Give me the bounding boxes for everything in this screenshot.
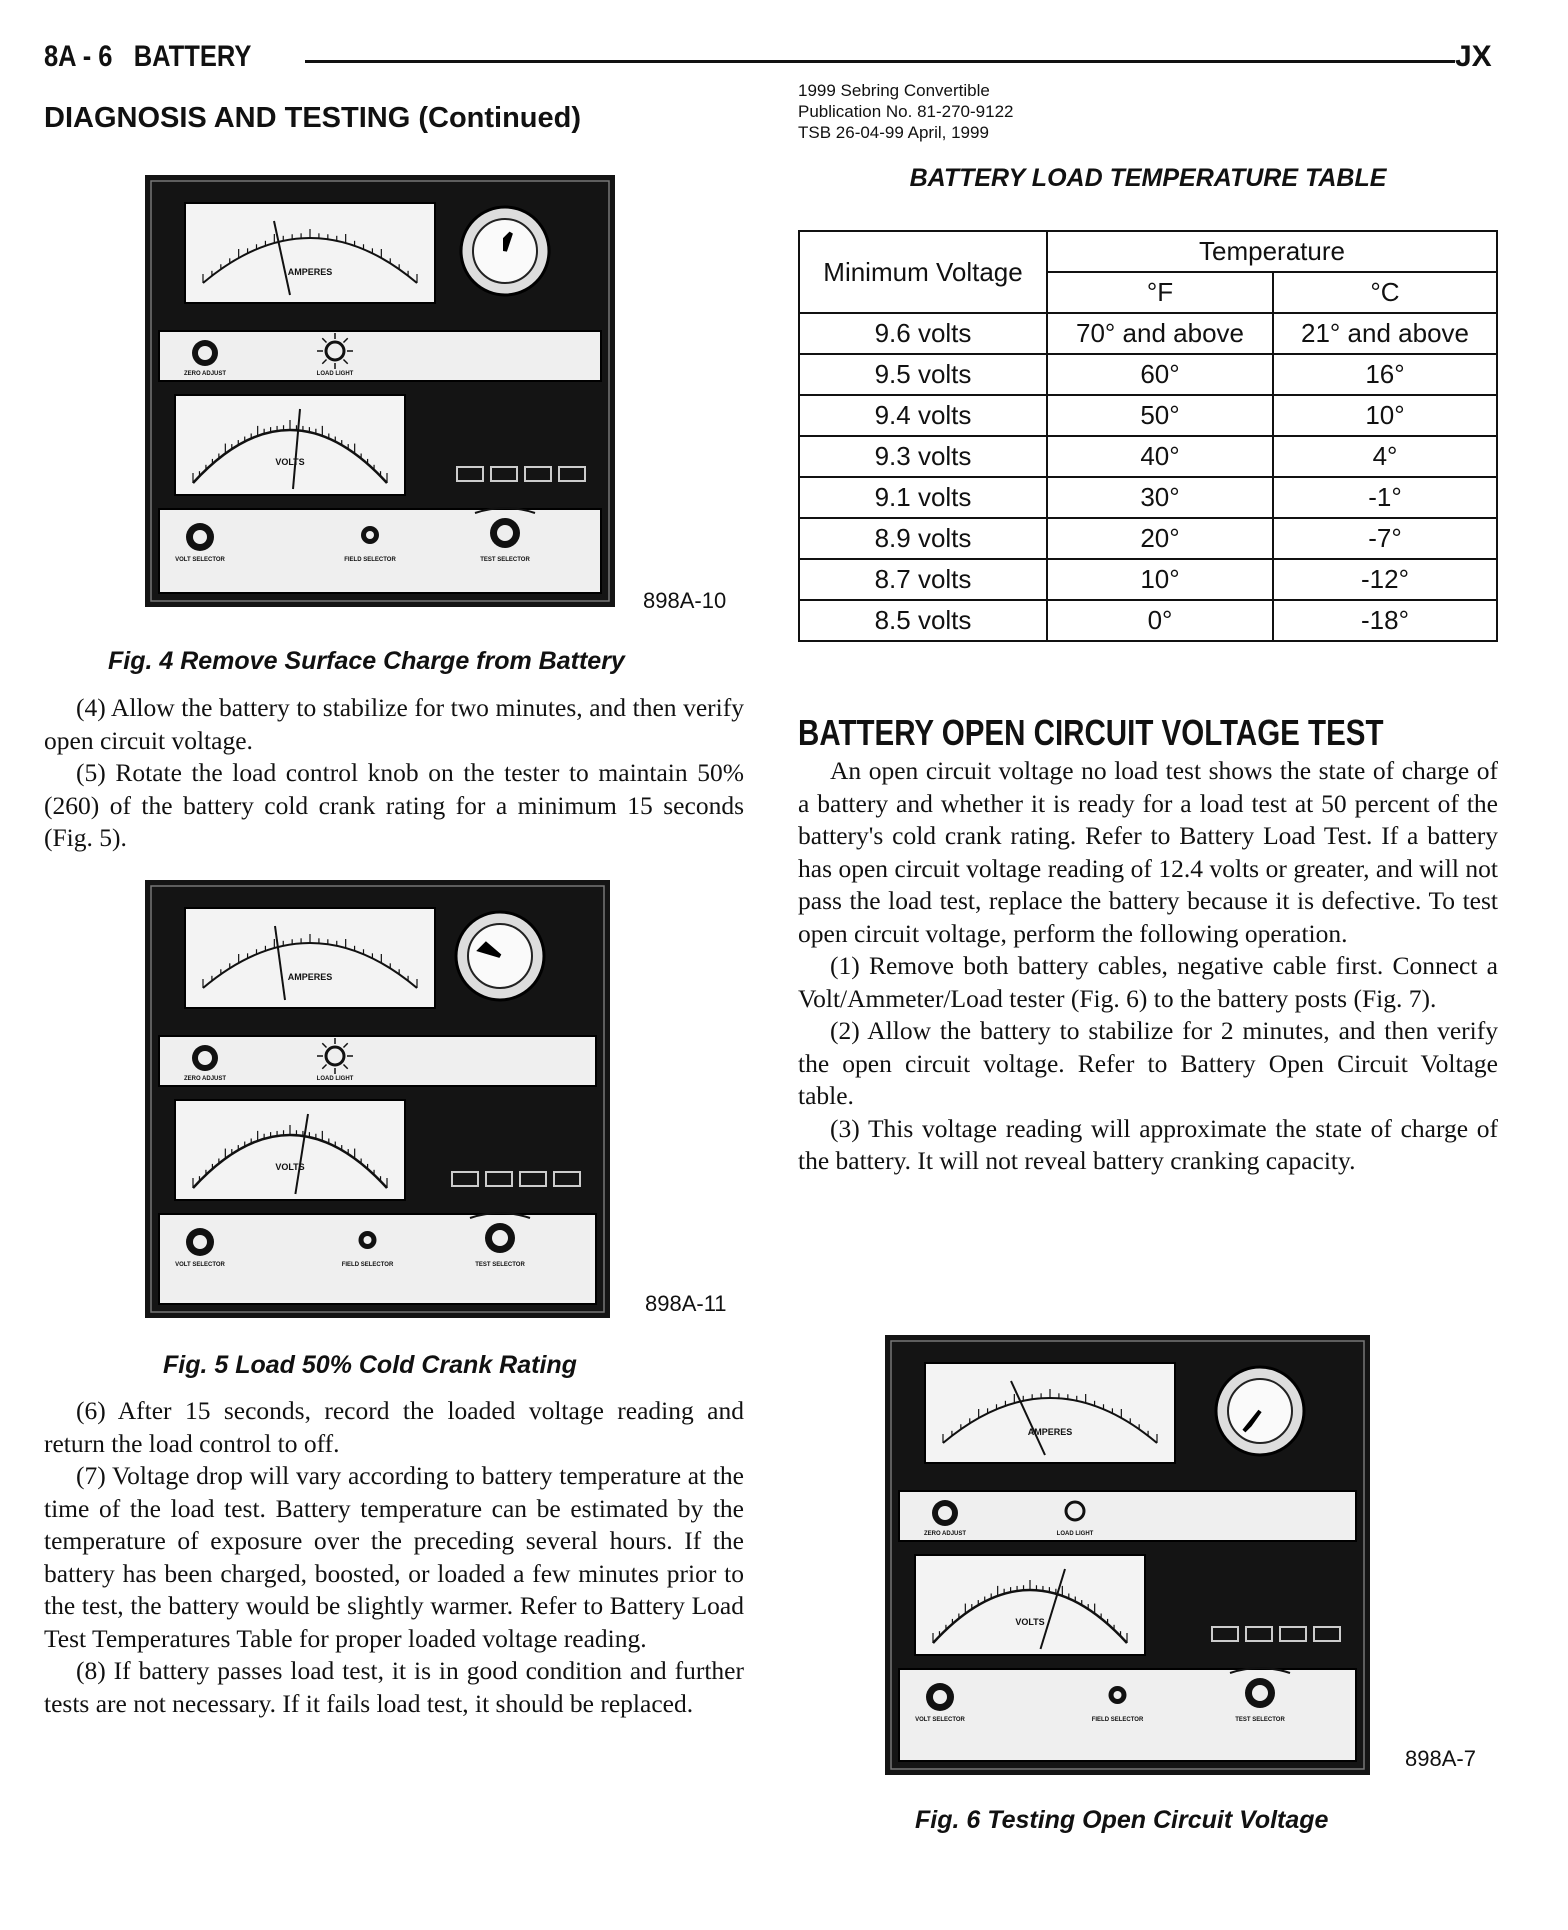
cell-fahrenheit: 30° bbox=[1047, 477, 1273, 518]
voltmeter-face bbox=[175, 395, 405, 495]
load-light bbox=[326, 1047, 344, 1065]
paragraph: (1) Remove both battery cables, negative cable first. Connect a Volt/Ammeter/Load tester (Fig. 6) to the battery posts (Fig. 7). bbox=[798, 951, 1498, 1013]
paragraph: An open circuit voltage no load test shows the state of charge of a battery and whether it is ready for a load test at 50 percent of the battery's cold crank rating. Refer to Battery Load Test. If a battery has open circuit voltage reading of 12.4 volts or greater, and will not pass the load test, replace the battery because it is defective. To test open circuit voltage, perform the following operation. bbox=[798, 756, 1498, 948]
cell-celsius: 21° and above bbox=[1273, 313, 1497, 354]
cell-celsius: 16° bbox=[1273, 354, 1497, 395]
battery-load-temperature-table bbox=[798, 230, 1498, 642]
load-light-label: LOAD LIGHT bbox=[316, 1076, 354, 1082]
volt-selector-label: VOLT SELECTOR bbox=[175, 1262, 225, 1268]
table-title: BATTERY LOAD TEMPERATURE TABLE bbox=[909, 164, 1387, 192]
col-minimum-voltage: Minimum Voltage bbox=[799, 231, 1047, 313]
cell-celsius: -1° bbox=[1273, 477, 1497, 518]
cell-celsius: -7° bbox=[1273, 518, 1497, 559]
zero-adjust-label: ZERO ADJUST bbox=[923, 1531, 967, 1537]
load-light bbox=[326, 342, 344, 360]
section-heading: DIAGNOSIS AND TESTING (Continued) bbox=[44, 102, 582, 134]
table-row bbox=[799, 354, 1497, 395]
test-selector-label: TEST SELECTOR bbox=[1235, 1717, 1285, 1723]
cell-voltage: 8.9 volts bbox=[799, 518, 1047, 559]
field-selector-label: FIELD SELECTOR bbox=[341, 1262, 394, 1268]
load-light-label: LOAD LIGHT bbox=[1056, 1531, 1094, 1537]
zero-adjust-knob-center bbox=[198, 346, 212, 360]
figure-4-tester bbox=[145, 175, 615, 607]
pub-line: 1999 Sebring Convertible bbox=[798, 81, 990, 100]
load-light bbox=[1066, 1502, 1084, 1520]
cell-fahrenheit: 50° bbox=[1047, 395, 1273, 436]
figure-4-caption: Fig. 4 Remove Surface Charge from Battery bbox=[108, 647, 625, 675]
figure-4-code: 898A-10 bbox=[643, 588, 727, 613]
test-selector-knob-center bbox=[492, 1230, 508, 1246]
col-celsius: °C bbox=[1273, 272, 1497, 313]
cell-celsius: -12° bbox=[1273, 559, 1497, 600]
volt-selector-knob-center bbox=[193, 530, 207, 544]
ocv-heading: BATTERY OPEN CIRCUIT VOLTAGE TEST bbox=[798, 712, 1384, 753]
voltmeter-label: VOLTS bbox=[275, 457, 305, 467]
cell-celsius: -18° bbox=[1273, 600, 1497, 641]
cell-voltage: 9.4 volts bbox=[799, 395, 1047, 436]
cell-voltage: 9.6 volts bbox=[799, 313, 1047, 354]
zero-adjust-knob-center bbox=[938, 1506, 952, 1520]
selector-panel bbox=[159, 1214, 596, 1304]
col-temperature: Temperature bbox=[1047, 231, 1497, 272]
cell-fahrenheit: 70° and above bbox=[1047, 313, 1273, 354]
test-selector-knob-center bbox=[497, 525, 513, 541]
paragraph: (7) Voltage drop will vary according to battery temperature at the time of the load test. Battery temperature can be estimated by the temperature of exposure over the preceding several hours. If the battery has been charged, boosted, or loaded a few minutes prior to the test, the battery would be slightly warmer. Refer to Battery Load Test Temperatures Table for proper loaded voltage reading. bbox=[44, 1461, 744, 1653]
table-row bbox=[799, 518, 1497, 559]
voltmeter-label: VOLTS bbox=[1015, 1617, 1045, 1627]
voltmeter-face bbox=[175, 1100, 405, 1200]
page-header-left: 8A - 6 BATTERY bbox=[44, 40, 252, 73]
figure-6-tester bbox=[885, 1335, 1370, 1775]
cell-voltage: 9.3 volts bbox=[799, 436, 1047, 477]
col-fahrenheit: °F bbox=[1047, 272, 1273, 313]
ammeter-face bbox=[185, 908, 435, 1008]
cell-fahrenheit: 0° bbox=[1047, 600, 1273, 641]
cell-celsius: 4° bbox=[1273, 436, 1497, 477]
zero-adjust-label: ZERO ADJUST bbox=[183, 1076, 227, 1082]
table-row bbox=[799, 395, 1497, 436]
cell-voltage: 8.7 volts bbox=[799, 559, 1047, 600]
test-selector-label: TEST SELECTOR bbox=[480, 557, 530, 563]
volt-selector-label: VOLT SELECTOR bbox=[175, 557, 225, 563]
cell-fahrenheit: 10° bbox=[1047, 559, 1273, 600]
paragraph: (4) Allow the battery to stabilize for two minutes, and then verify open circuit voltage. bbox=[44, 693, 744, 755]
ammeter-label: AMPERES bbox=[1027, 1427, 1073, 1437]
zero-adjust-label: ZERO ADJUST bbox=[183, 371, 227, 377]
selector-panel bbox=[899, 1669, 1356, 1761]
cell-fahrenheit: 60° bbox=[1047, 354, 1273, 395]
ammeter-face bbox=[925, 1363, 1175, 1463]
load-light-label: LOAD LIGHT bbox=[316, 371, 354, 377]
ocv-text-block bbox=[798, 755, 1498, 1178]
field-selector-knob-center bbox=[1114, 1691, 1122, 1699]
volt-selector-knob-center bbox=[933, 1690, 947, 1704]
volt-selector-label: VOLT SELECTOR bbox=[915, 1717, 965, 1723]
table-row bbox=[799, 559, 1497, 600]
ammeter-label: AMPERES bbox=[287, 267, 333, 277]
field-selector-knob-center bbox=[364, 1236, 372, 1244]
voltmeter-face bbox=[915, 1555, 1145, 1655]
figure-5-caption: Fig. 5 Load 50% Cold Crank Rating bbox=[163, 1351, 577, 1379]
zero-panel bbox=[899, 1491, 1356, 1541]
header-rule bbox=[305, 60, 1455, 63]
table-row bbox=[799, 600, 1497, 641]
paragraph: (6) After 15 seconds, record the loaded voltage reading and return the load control to off. bbox=[44, 1396, 744, 1458]
figure-6-caption: Fig. 6 Testing Open Circuit Voltage bbox=[915, 1806, 1329, 1834]
publication-info bbox=[798, 80, 1013, 143]
pub-line: Publication No. 81-270-9122 bbox=[798, 102, 1014, 121]
field-selector-label: FIELD SELECTOR bbox=[1091, 1717, 1144, 1723]
table-row bbox=[799, 436, 1497, 477]
selector-panel bbox=[159, 509, 601, 593]
cell-voltage: 8.5 volts bbox=[799, 600, 1047, 641]
pub-line: TSB 26-04-99 April, 1999 bbox=[798, 123, 989, 142]
cell-fahrenheit: 40° bbox=[1047, 436, 1273, 477]
table-row bbox=[799, 313, 1497, 354]
voltmeter-label: VOLTS bbox=[275, 1162, 305, 1172]
page-header-right: JX bbox=[1455, 40, 1492, 73]
test-selector-knob-center bbox=[1252, 1685, 1268, 1701]
left-text-block-2 bbox=[44, 1395, 744, 1720]
paragraph: (5) Rotate the load control knob on the tester to maintain 50% (260) of the battery cold crank rating for a minimum 15 seconds (Fig. 5). bbox=[44, 758, 744, 852]
cell-fahrenheit: 20° bbox=[1047, 518, 1273, 559]
table-row bbox=[799, 477, 1497, 518]
test-selector-label: TEST SELECTOR bbox=[475, 1262, 525, 1268]
tester-drawing bbox=[145, 175, 615, 607]
cell-voltage: 9.5 volts bbox=[799, 354, 1047, 395]
figure-5-tester bbox=[145, 880, 610, 1318]
paragraph: (2) Allow the battery to stabilize for 2 minutes, and then verify the open circuit voltage. Refer to Battery Open Circuit Voltage table. bbox=[798, 1016, 1498, 1110]
ammeter-label: AMPERES bbox=[287, 972, 333, 982]
left-text-block-1 bbox=[44, 692, 744, 855]
paragraph: (8) If battery passes load test, it is in good condition and further tests are not necessary. If it fails load test, it should be replaced. bbox=[44, 1656, 744, 1718]
tester-drawing bbox=[145, 880, 610, 1318]
cell-voltage: 9.1 volts bbox=[799, 477, 1047, 518]
zero-adjust-knob-center bbox=[198, 1051, 212, 1065]
field-selector-label: FIELD SELECTOR bbox=[344, 557, 396, 563]
ammeter-face bbox=[185, 203, 435, 303]
paragraph: (3) This voltage reading will approximate the state of charge of the battery. It will not reveal battery cranking capacity. bbox=[798, 1113, 1498, 1175]
field-selector-knob-center bbox=[366, 531, 374, 539]
volt-selector-knob-center bbox=[193, 1235, 207, 1249]
figure-6-code: 898A-7 bbox=[1405, 1746, 1476, 1771]
tester-drawing bbox=[885, 1335, 1370, 1775]
cell-celsius: 10° bbox=[1273, 395, 1497, 436]
figure-5-code: 898A-11 bbox=[645, 1291, 727, 1316]
